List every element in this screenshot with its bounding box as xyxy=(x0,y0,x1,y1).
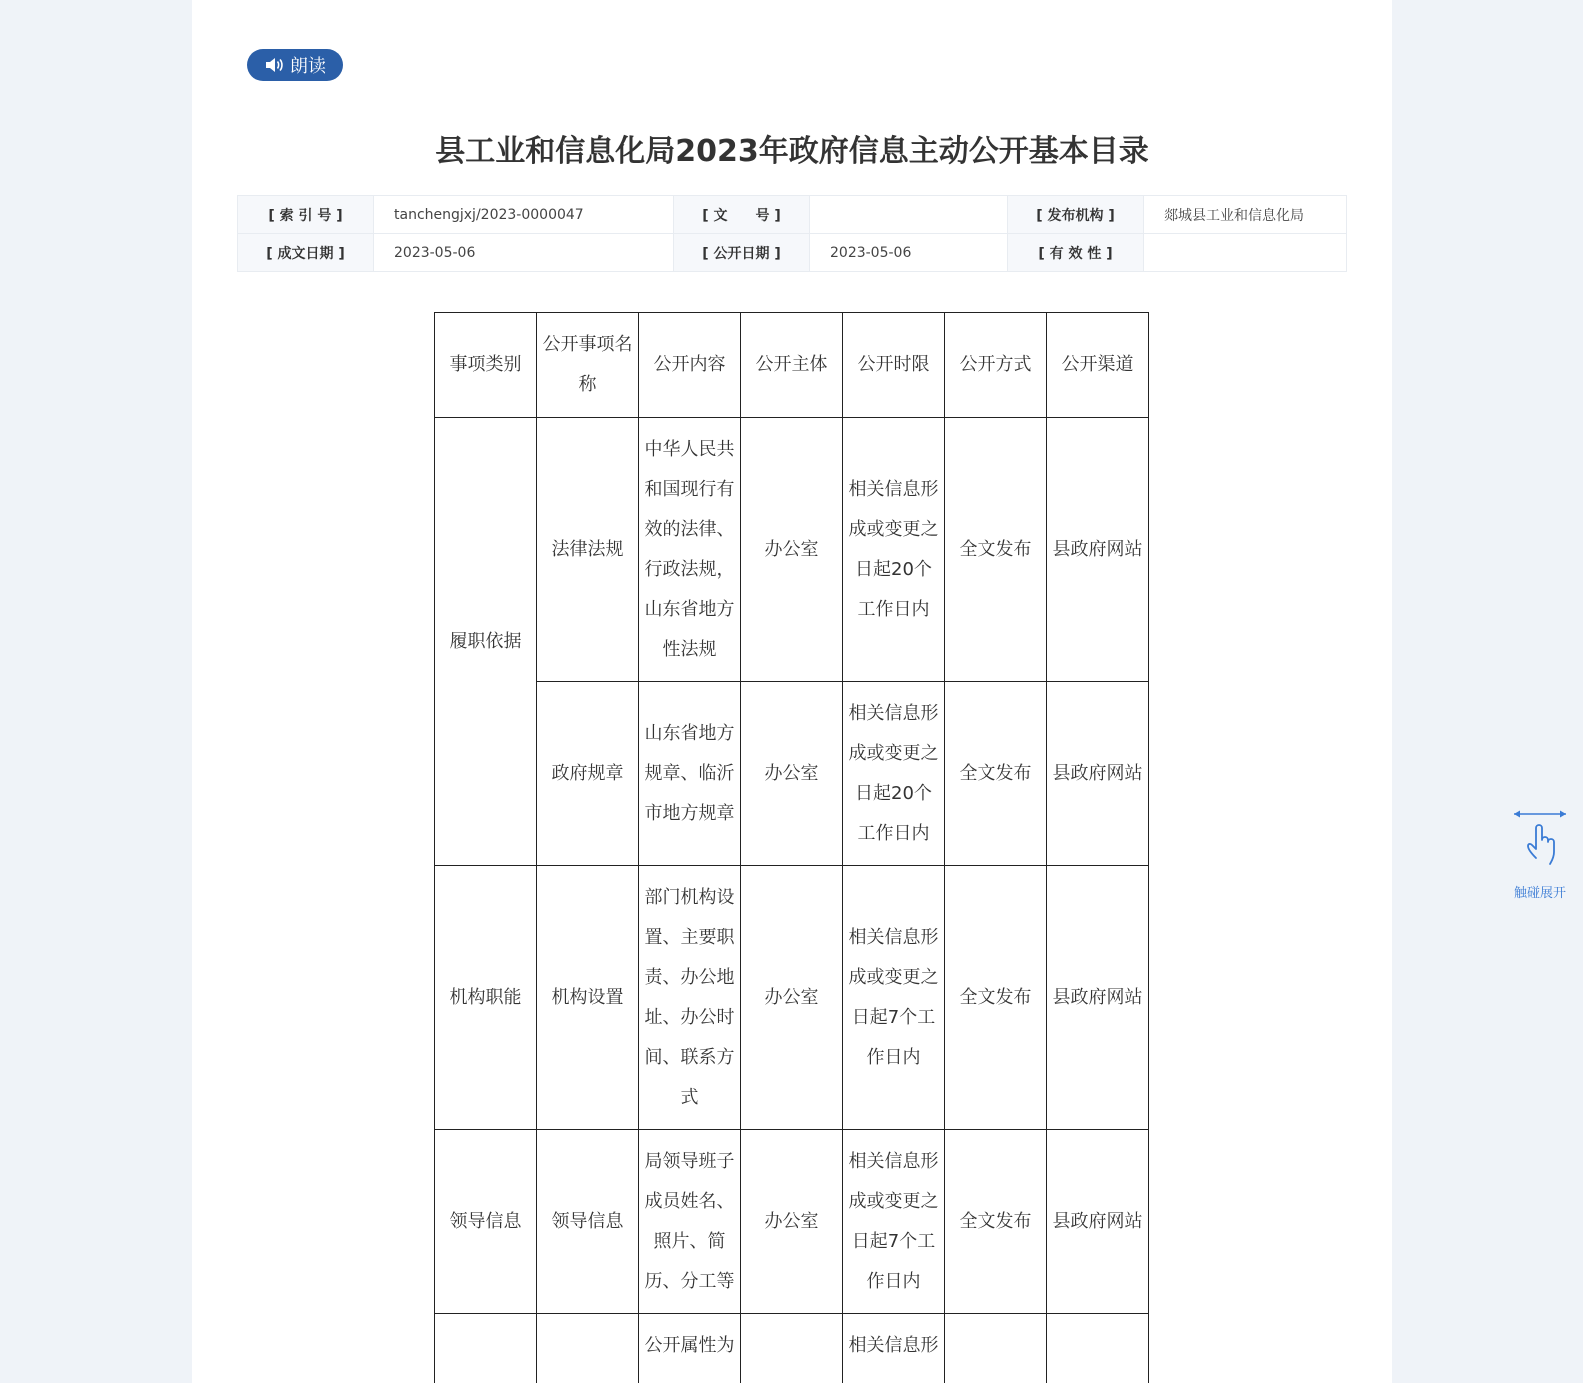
name-cell: 机构设置 xyxy=(537,866,639,1130)
name-cell: 领导信息 xyxy=(537,1130,639,1314)
header-cell: 公开渠道 xyxy=(1047,313,1149,418)
method-cell: 全文发布 xyxy=(945,1130,1047,1314)
method-cell: 全文发布 xyxy=(945,682,1047,866)
content-cell: 公开属性为 xyxy=(639,1314,741,1383)
time-cell: 相关信息形成或变更之日起7个工作日内 xyxy=(843,866,945,1130)
table-row xyxy=(435,418,1149,682)
channel-cell: 县政府网站 xyxy=(1047,418,1149,682)
header-cell: 公开内容 xyxy=(639,313,741,418)
page-container xyxy=(192,0,1392,1383)
hand-pointer-icon xyxy=(1510,806,1570,872)
table-row xyxy=(435,1130,1149,1314)
content-cell: 部门机构设置、主要职责、办公地址、办公时间、联系方式 xyxy=(639,866,741,1130)
header-cell: 公开方式 xyxy=(945,313,1047,418)
docno-label: [ 文 号 ] xyxy=(674,196,810,234)
time-cell: 相关信息形成或变更之日起20个工作日内 xyxy=(843,682,945,866)
table-row xyxy=(435,866,1149,1130)
table-row xyxy=(435,682,1149,866)
speaker-icon xyxy=(264,56,284,74)
index-value: tanchengjxj/2023-0000047 xyxy=(374,196,674,234)
method-cell xyxy=(945,1314,1047,1383)
header-cell: 公开时限 xyxy=(843,313,945,418)
method-cell: 全文发布 xyxy=(945,866,1047,1130)
content-cell: 山东省地方规章、临沂市地方规章 xyxy=(639,682,741,866)
subject-cell: 办公室 xyxy=(741,1130,843,1314)
subject-cell: 办公室 xyxy=(741,866,843,1130)
time-cell: 相关信息形 xyxy=(843,1314,945,1383)
pubdate-value: 2023-05-06 xyxy=(810,234,1008,272)
name-cell xyxy=(537,1314,639,1383)
date-label: [ 成文日期 ] xyxy=(238,234,374,272)
org-value: 郯城县工业和信息化局 xyxy=(1144,196,1347,234)
name-cell: 政府规章 xyxy=(537,682,639,866)
time-cell: 相关信息形成或变更之日起20个工作日内 xyxy=(843,418,945,682)
read-aloud-label: 朗读 xyxy=(290,56,326,77)
header-cell: 公开事项名称 xyxy=(537,313,639,418)
table-row xyxy=(435,1314,1149,1383)
header-cell: 公开主体 xyxy=(741,313,843,418)
category-cell: 机构职能 xyxy=(435,866,537,1130)
content-cell: 局领导班子成员姓名、照片、简历、分工等 xyxy=(639,1130,741,1314)
subject-cell: 办公室 xyxy=(741,682,843,866)
page-title: 县工业和信息化局2023年政府信息主动公开基本目录 xyxy=(435,134,1149,169)
disclosure-catalog-table xyxy=(434,312,1149,1383)
name-cell: 法律法规 xyxy=(537,418,639,682)
docno-value xyxy=(810,196,1008,234)
header-cell: 事项类别 xyxy=(435,313,537,418)
subject-cell: 办公室 xyxy=(741,418,843,682)
org-label: [ 发布机构 ] xyxy=(1008,196,1144,234)
valid-label: [ 有 效 性 ] xyxy=(1008,234,1144,272)
read-aloud-button[interactable] xyxy=(247,49,343,81)
channel-cell: 县政府网站 xyxy=(1047,1130,1149,1314)
valid-value xyxy=(1144,234,1347,272)
category-cell xyxy=(435,1314,537,1383)
time-cell: 相关信息形成或变更之日起7个工作日内 xyxy=(843,1130,945,1314)
touch-expand-button[interactable] xyxy=(1505,806,1575,901)
index-label: [ 索 引 号 ] xyxy=(238,196,374,234)
channel-cell: 县政府网站 xyxy=(1047,682,1149,866)
document-meta-table xyxy=(237,195,1347,272)
category-cell: 领导信息 xyxy=(435,1130,537,1314)
content-cell: 中华人民共和国现行有效的法律、行政法规，山东省地方性法规 xyxy=(639,418,741,682)
category-cell: 履职依据 xyxy=(435,418,537,866)
table-header-row xyxy=(435,313,1149,418)
channel-cell xyxy=(1047,1314,1149,1383)
pubdate-label: [ 公开日期 ] xyxy=(674,234,810,272)
method-cell: 全文发布 xyxy=(945,418,1047,682)
subject-cell xyxy=(741,1314,843,1383)
channel-cell: 县政府网站 xyxy=(1047,866,1149,1130)
touch-expand-label: 触碰展开 xyxy=(1513,886,1566,901)
date-value: 2023-05-06 xyxy=(374,234,674,272)
